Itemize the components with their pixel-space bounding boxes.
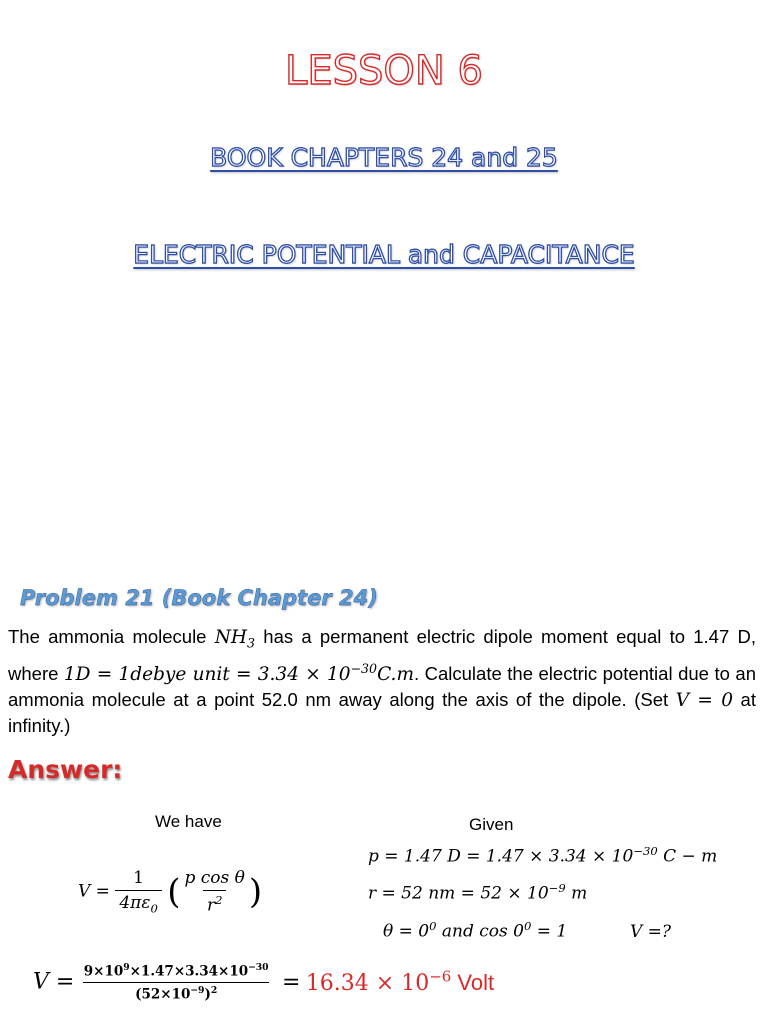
topic-heading: ELECTRIC POTENTIAL and CAPACITANCE xyxy=(133,240,635,269)
given-label: Given xyxy=(469,815,514,834)
molecule-formula: $NH_3$ xyxy=(214,627,256,651)
final-equals: = xyxy=(281,969,301,995)
formula-dipole-fraction: $\frac{\text{p cos θ}}{r^2}$ xyxy=(184,868,245,916)
we-have-label: We have xyxy=(155,812,222,831)
final-fraction: $\frac{9\times 10^9\times 1.47\times 3.34\times 10^{-30}}{(52\times 10^{-9})^2}$ xyxy=(83,962,269,1002)
given-distance: r = 52 nm = $52 \times 10^{-9}$ m xyxy=(368,881,588,904)
final-calculation xyxy=(33,962,733,1020)
potential-formula: V = $\frac{1}{4\pi\varepsilon_0}$ ( $\frac{\text{p cos θ}}{r^2}$ ) xyxy=(78,868,263,916)
v-zero: V = 0 xyxy=(675,689,733,711)
problem-title: Problem 21 (Book Chapter 24) xyxy=(20,586,378,610)
lesson-title: LESSON 6 xyxy=(285,48,483,94)
problem-text-1: The ammonia molecule xyxy=(8,626,215,647)
formula-constant-fraction: $\frac{1}{4\pi\varepsilon_0}$ xyxy=(115,868,161,915)
given-dipole-moment: p = 1.47 $D = 1.47 \times 3.34 \times 10^{-30}$ C − m xyxy=(368,844,718,867)
final-result: $16.34 \times 10^{-6}$ Volt xyxy=(305,967,495,997)
problem-statement xyxy=(8,624,756,738)
problem-text-3: . Calculate the electric potential due to an ammonia molecule at a point 52.0 nm away along the axis of the dipole. (Set xyxy=(8,662,756,710)
problem-text-4: at infinity.) xyxy=(8,688,756,736)
final-v: V = xyxy=(33,969,75,995)
formula-v: V = xyxy=(78,881,110,902)
book-chapters-heading: BOOK CHAPTERS 24 and 25 xyxy=(210,143,558,172)
given-angle: $\theta = 0^0$ and $\cos 0^0 = 1$ xyxy=(383,919,568,942)
answer-label: Answer: xyxy=(8,755,123,784)
unknown-potential: V =? xyxy=(630,922,672,942)
problem-text-2: has a permanent electric dipole moment equal to 1.47 D, where xyxy=(8,626,756,684)
debye-definition: 1D = 1debye unit = $3.34 \times 10^{-30}C.m$ xyxy=(63,660,414,685)
